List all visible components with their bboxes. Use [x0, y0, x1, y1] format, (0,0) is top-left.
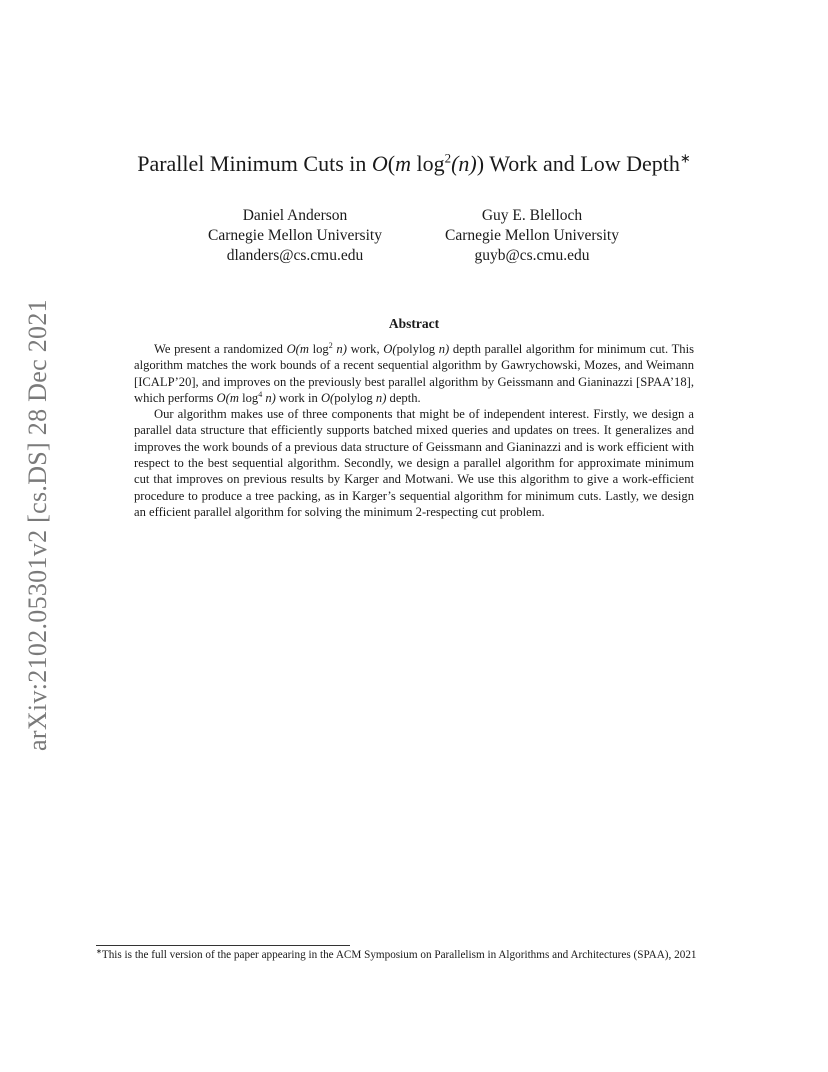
author-block [432, 206, 632, 266]
arxiv-identifier-stamp: arXiv:2102.05301v2 [cs.DS] 28 Dec 2021 [23, 299, 52, 751]
title-math-o: O [371, 151, 388, 176]
footnote-mark: ∗ [96, 947, 102, 956]
abstract-body [134, 341, 694, 520]
abstract-math: n) [375, 390, 387, 405]
abstract-text: depth. [386, 390, 421, 405]
abstract-text: We present a randomized [154, 342, 287, 356]
abstract-math: polylog [396, 342, 439, 356]
author-email: dlanders@cs.cmu.edu [226, 247, 364, 264]
title-math-arg: (n) [451, 151, 477, 176]
title-math-m: m [395, 151, 411, 176]
abstract-math: O( [320, 390, 335, 405]
footnote [96, 948, 732, 964]
title-math-open: ( [387, 151, 396, 176]
footnote-rule [96, 945, 350, 946]
author-name: Guy E. Blelloch [481, 207, 583, 224]
title-math-close: ) [476, 151, 485, 176]
abstract-text: work, [346, 342, 384, 356]
title-suffix: Work and Low Depth [484, 151, 680, 176]
abstract-math: O(m [216, 390, 239, 405]
author-name: Daniel Anderson [242, 207, 348, 224]
footnote-text: This is the full version of the paper appearing in the ACM Symposium on Parallelism in Algorithms and Architectures (SPAA), 2021 [101, 949, 697, 961]
author-block [195, 206, 395, 266]
abstract-math: polylog [334, 390, 376, 405]
abstract-paragraph [134, 341, 694, 406]
abstract-paragraph: Our algorithm makes use of three components that might be of independent interest. Firstly, we design a parallel data structure that efficiently supports batched mixed queries and updates on trees. It generalizes and improves the work bounds of a previous data structure of Geissmann and Gianinazzi and is work efficient with respect to the best sequential algorithm. Secondly, we design a parallel algorithm for approximate minimum cut that improves on previous results by Karger and Motwani. We use this algorithm to give a work-efficient procedure to produce a tree packing, as in Karger’s sequential algorithm for minimum cuts. Lastly, we design an efficient parallel algorithm for solving the minimum 2-respecting cut problem. [134, 407, 694, 519]
abstract-math: log [308, 342, 329, 356]
abstract-math-exponent: 2 [328, 340, 333, 350]
paper-title [0, 151, 828, 177]
abstract-math: O( [383, 342, 397, 356]
title-prefix: Parallel Minimum Cuts in [137, 151, 372, 176]
abstract-text: work in [275, 390, 321, 405]
author-email: guyb@cs.cmu.edu [474, 247, 590, 264]
abstract-math: n) [438, 342, 450, 356]
abstract-text: depth parallel algorithm for minimum cut. This algorithm matches the work bounds of a recent sequential algorithm by Gawrychowski, Mozes, and Weimann [ICALP’20], and improves on the previously best parallel algorithm by Geissmann and Gianinazzi [SPAA’18], which performs [134, 342, 694, 405]
author-affiliation: Carnegie Mellon University [208, 227, 382, 244]
abstract-heading: Abstract [388, 316, 440, 331]
abstract-math: n) [332, 342, 347, 356]
title-math-exponent: 2 [444, 150, 452, 166]
author-affiliation: Carnegie Mellon University [445, 227, 619, 244]
abstract-math-exponent: 4 [258, 389, 263, 399]
title-math-log: log [410, 151, 445, 176]
title-footnote-mark: ∗ [679, 150, 691, 166]
abstract-math: n) [262, 390, 276, 405]
abstract-math: O(m [286, 342, 309, 356]
abstract-math: log [238, 390, 259, 405]
